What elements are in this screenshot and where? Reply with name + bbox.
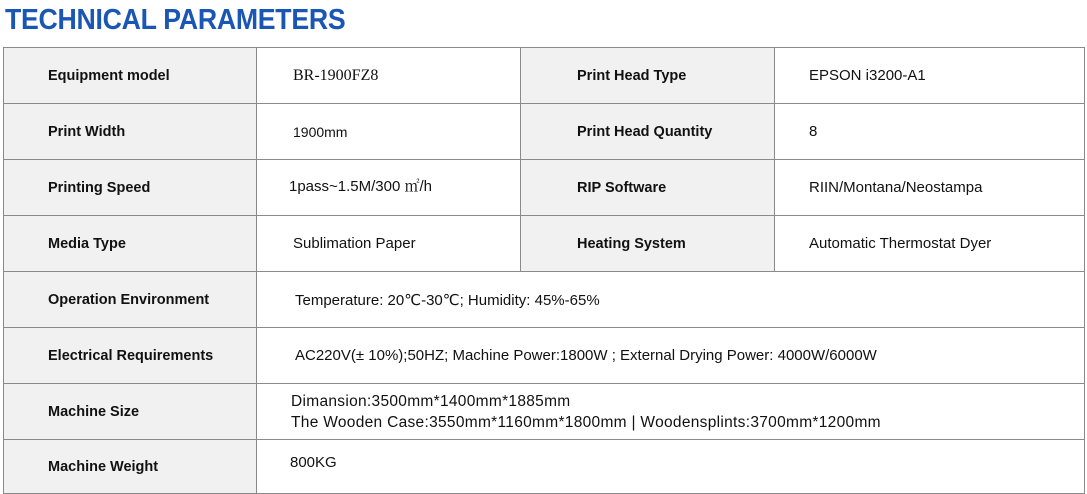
machine-size-line-1: Dimansion:3500mm*1400mm*1885mm (291, 392, 571, 410)
row-value: BR-1900FZ8 (257, 48, 521, 103)
row-value: RIIN/Montana/Neostampa (775, 160, 1085, 215)
row-label: Print Width (3, 104, 257, 159)
row-value: Automatic Thermostat Dyer (775, 216, 1085, 271)
row-label: Machine Size (3, 384, 257, 439)
row-value: 8 (775, 104, 1085, 159)
row-label: Print Head Type (521, 48, 775, 103)
machine-size-line-2: The Wooden Case:3550mm*1160mm*1800mm | Woodensplints:3700mm*1200mm (291, 413, 881, 431)
table-row (3, 104, 1085, 160)
row-label: RIP Software (521, 160, 775, 215)
table-row (3, 272, 1085, 328)
row-label: Equipment model (3, 48, 257, 103)
row-value: 1900mm (257, 104, 521, 159)
row-value (257, 384, 1085, 439)
row-value: 1pass~1.5M/300 ㎡/h (257, 160, 521, 215)
row-label: Electrical Requirements (3, 328, 257, 383)
row-label: Heating System (521, 216, 775, 271)
row-label: Operation Environment (3, 272, 257, 327)
table-row (3, 160, 1085, 216)
row-value: Temperature: 20℃-30℃; Humidity: 45%-65% (257, 272, 1085, 327)
row-label: Printing Speed (3, 160, 257, 215)
row-label: Media Type (3, 216, 257, 271)
row-label: Machine Weight (3, 440, 257, 493)
row-value: 800KG (257, 440, 1085, 493)
table-row (3, 216, 1085, 272)
parameters-table (3, 47, 1085, 494)
table-row (3, 328, 1085, 384)
row-value: EPSON i3200-A1 (775, 48, 1085, 103)
page-title: TECHNICAL PARAMETERS (5, 4, 346, 36)
table-row (3, 384, 1085, 440)
row-label: Print Head Quantity (521, 104, 775, 159)
row-value: Sublimation Paper (257, 216, 521, 271)
row-value: AC220V(± 10%);50HZ; Machine Power:1800W ; External Drying Power: 4000W/6000W (257, 328, 1085, 383)
table-row (3, 48, 1085, 104)
